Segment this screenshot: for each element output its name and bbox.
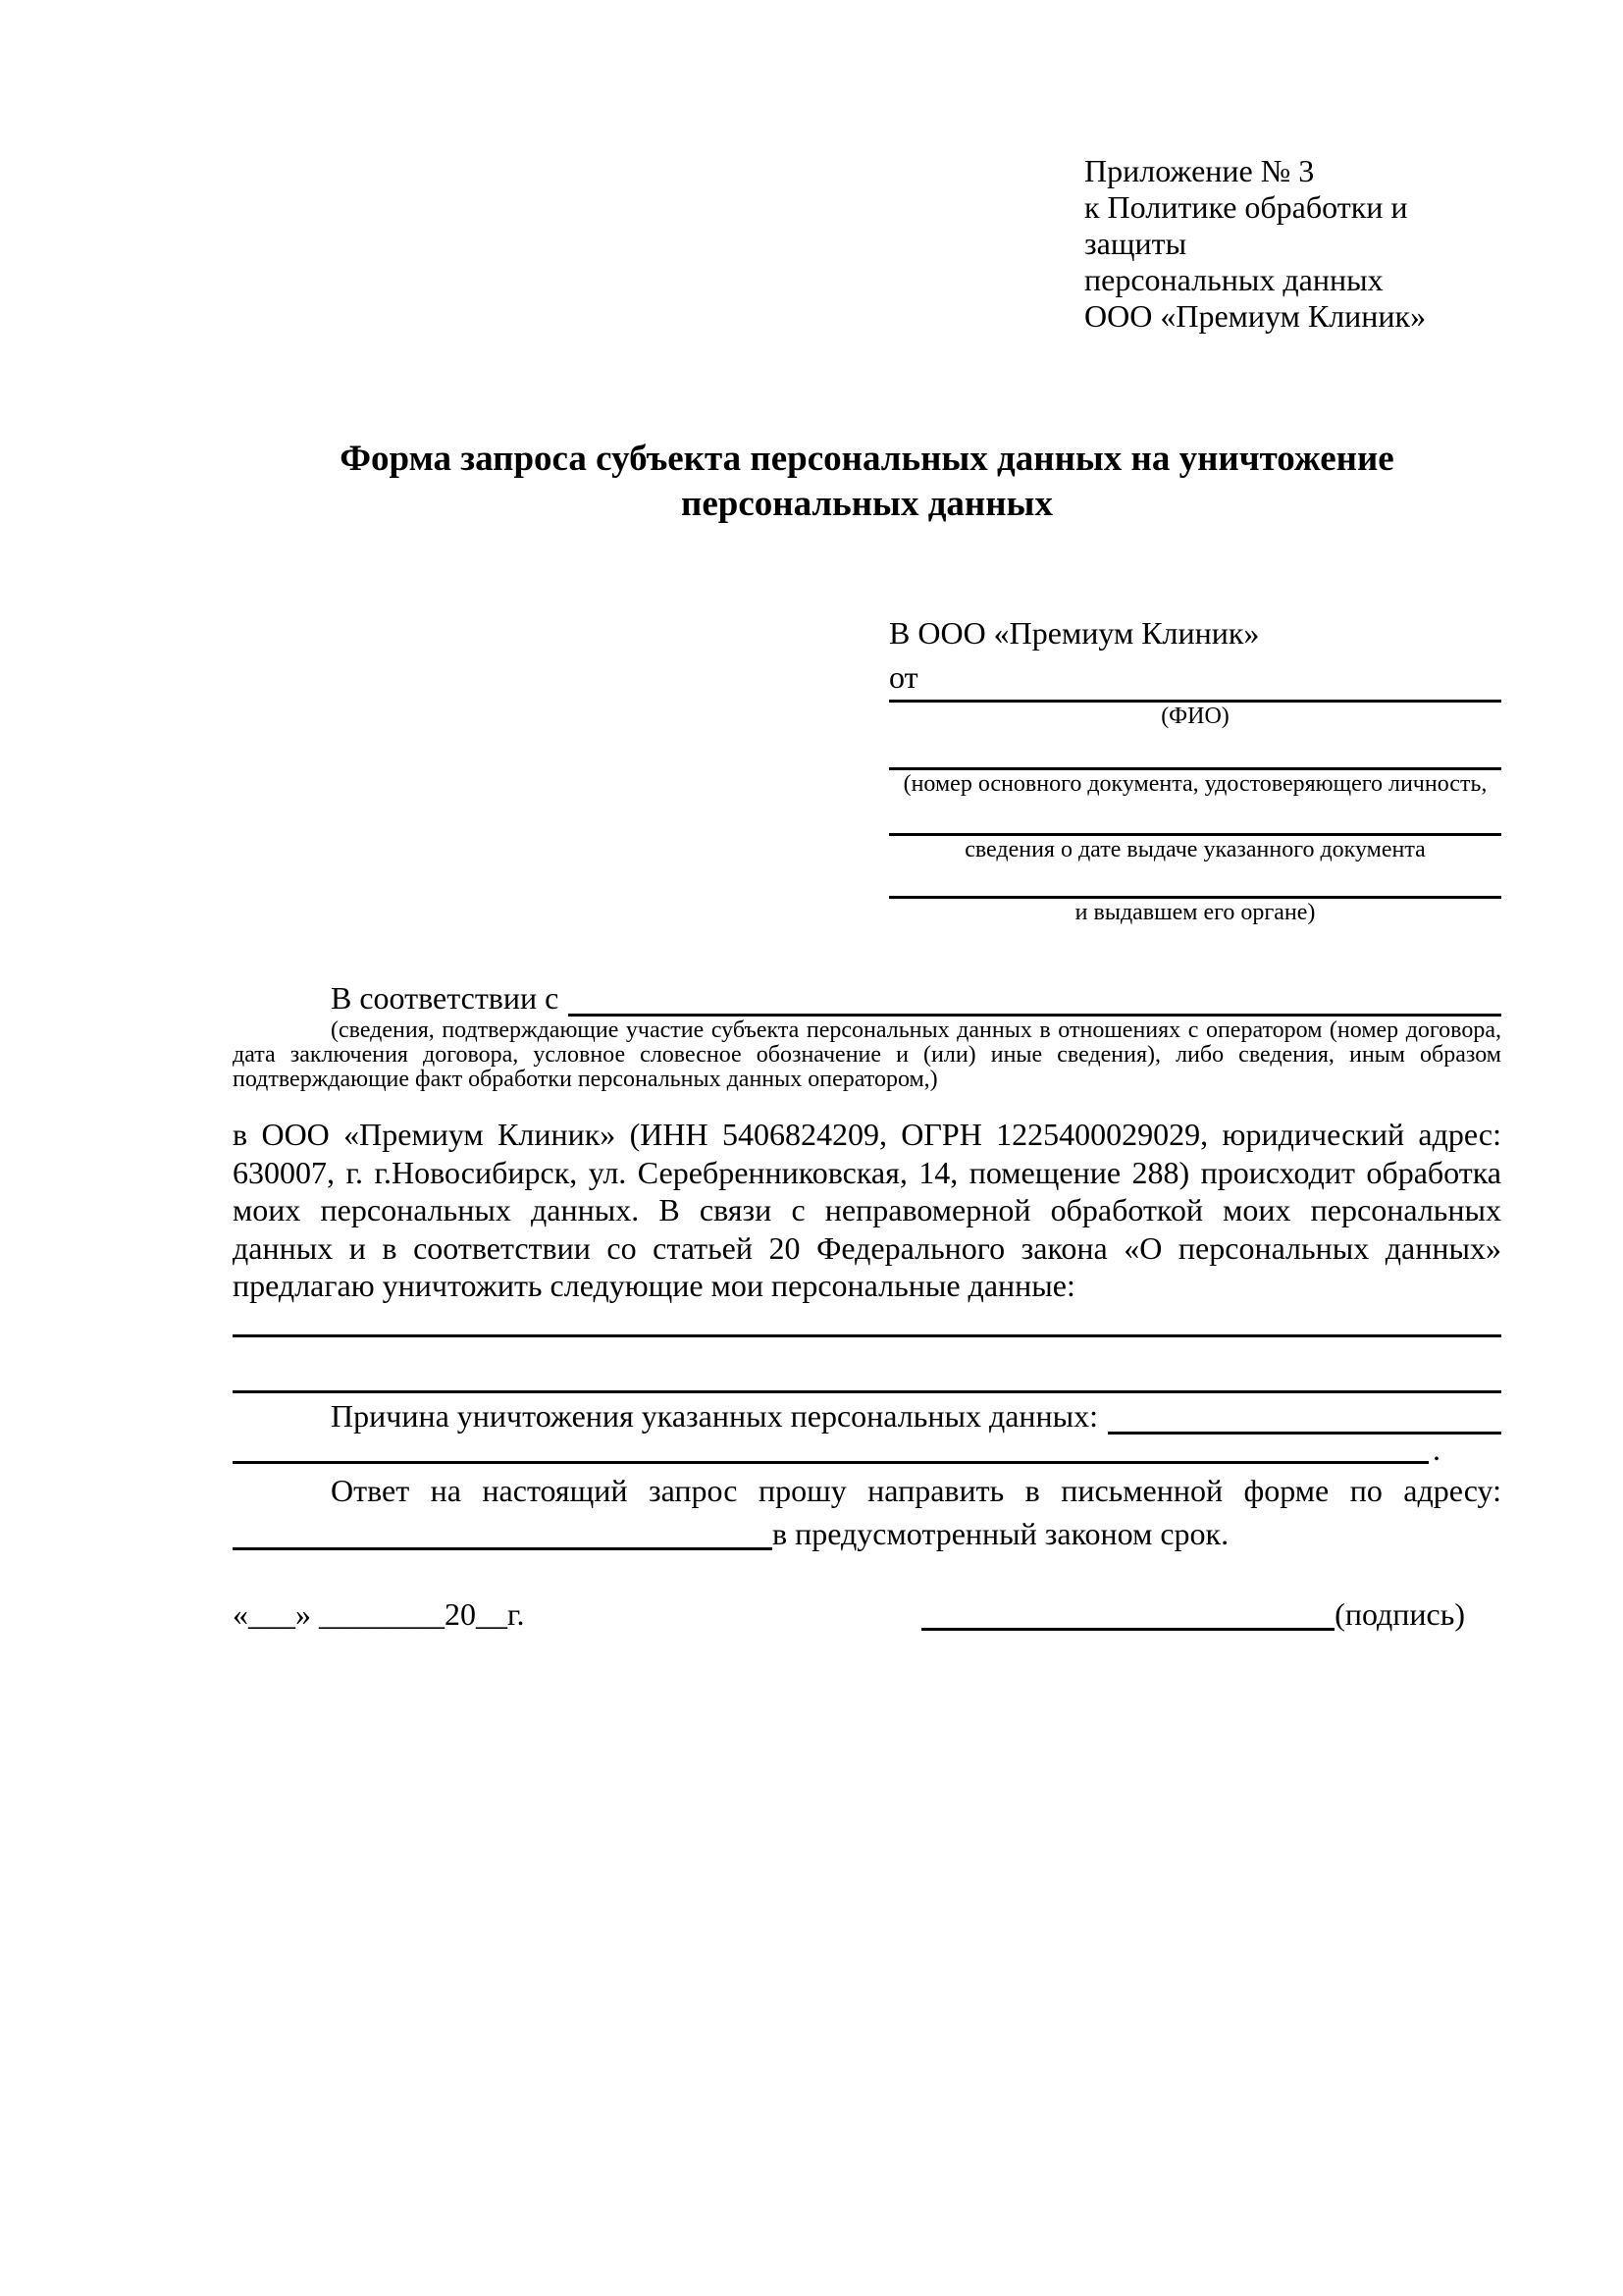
fio-caption: (ФИО) <box>1161 704 1230 729</box>
issue-date-blank-line <box>889 798 1501 836</box>
addressee-from-blank-line <box>889 658 1501 703</box>
appendix-line: персональных данных <box>1084 262 1384 297</box>
issuing-authority-caption: и выдавшем его органе) <box>1074 900 1316 925</box>
address-blank-line <box>233 1517 772 1550</box>
document-number-blank-line <box>889 730 1501 770</box>
reason-blank-line <box>1108 1432 1501 1435</box>
appendix-block <box>1084 153 1501 335</box>
addressee-block <box>889 613 1501 926</box>
accordance-label: В соответствии с <box>331 980 559 1016</box>
reason-label: Причина уничтожения указанных персональных данных: <box>331 1397 1099 1434</box>
signature-caption: (подпись) <box>1335 1595 1465 1632</box>
appendix-line: к Политике обработки и защиты <box>1084 189 1408 261</box>
response-paragraph: Ответ на настоящий запрос прошу направить в письменной форме по адресу: <box>331 1472 1501 1508</box>
signature-blank-line <box>921 1594 1335 1631</box>
accordance-blank-line <box>568 1014 1501 1017</box>
appendix-line: ООО «Премиум Клиник» <box>1084 298 1427 334</box>
issuing-authority-blank-line <box>889 863 1501 899</box>
personal-data-blank-line-2 <box>233 1337 1501 1393</box>
reason-row <box>233 1393 1501 1435</box>
response-tail: в предусмотренный законом срок. <box>772 1515 1230 1551</box>
address-row <box>233 1517 1501 1550</box>
issue-date-caption: сведения о дате выдаче указанного документа <box>965 837 1426 862</box>
date-signature-row <box>233 1597 1501 1631</box>
reason-continuation-blank-line <box>233 1461 1429 1464</box>
document-content <box>0 153 1623 1631</box>
date-line: «___» ________20__г. <box>233 1595 525 1632</box>
personal-data-blank-line-1 <box>233 1305 1501 1337</box>
line-end-period: . <box>1433 1431 1440 1467</box>
reason-continuation-row <box>233 1431 1501 1467</box>
main-paragraph: в ООО «Премиум Клиник» (ИНН 5406824209, ОГРН 1225400029029, юридический адрес: 630007, г. г.Новосибирск, ул. Серебренниковская, 14, помещение 288) происходит обработка моих персональных данных. В связи с неправомерной обработкой моих персональных данных и в соответствии со статьей 20 Федерального закона «О персональных данных» предлагаю уничтожить следующие мои персональные данные: <box>233 1117 1501 1303</box>
document-title: Форма запроса субъекта персональных данных на уничтожение персональных данных <box>340 439 1394 524</box>
document-number-caption: (номер основного документа, удостоверяющего личность, <box>903 771 1488 797</box>
accordance-row <box>233 977 1501 1017</box>
addressee-from-label: от <box>889 659 918 695</box>
addressee-to: В ООО «Премиум Клиник» <box>889 615 1260 651</box>
appendix-line: Приложение № 3 <box>1084 153 1315 188</box>
signature-group <box>921 1594 1465 1631</box>
accordance-caption: (сведения, подтверждающие участие субъекта персональных данных в отношениях с оператором (номер договора, дата заключения договора, условное словесное обозначение и (или) иные сведения), либо сведения, иным образом подтверждающие факт обработки персональных данных оператором,) <box>233 1018 1501 1092</box>
